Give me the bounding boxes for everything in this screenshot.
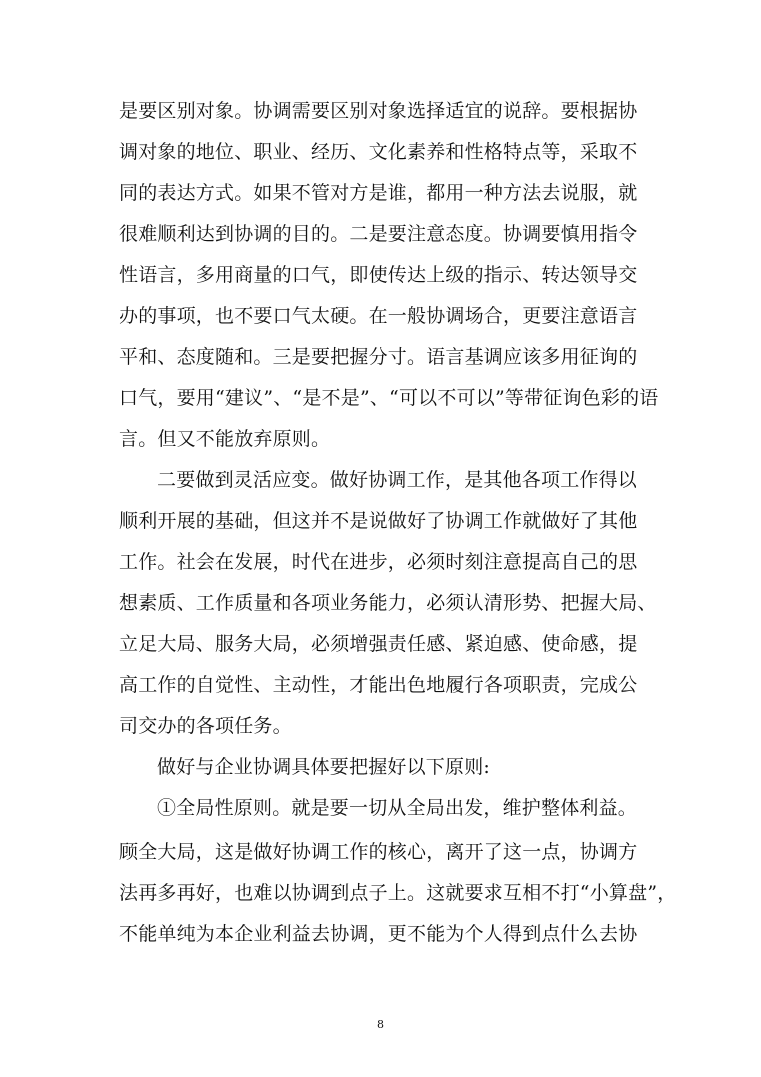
text-line: 做好与企业协调具体要把握好以下原则: <box>157 756 491 778</box>
text-line: 高工作的自觉性、主动性，才能出色地履行各项职责，完成公 <box>119 674 638 696</box>
text-line: 调对象的地位、职业、经历、文化素养和性格特点等，采取不 <box>119 141 638 163</box>
text-line: 顾全大局，这是做好协调工作的核心，离开了这一点，协调方 <box>119 841 638 863</box>
text-line: 办的事项，也不要口气太硬。在一般协调场合，更要注意语言 <box>119 305 638 327</box>
text-line: 想素质、工作质量和各项业务能力，必须认清形势、把握大局、 <box>119 592 657 614</box>
body-text <box>119 91 677 955</box>
text-line: 同的表达方式。如果不管对方是谁，都用一种方法去说服，就 <box>119 182 638 204</box>
text-line: 口气，要用“建议”、“是不是”、“可以不可以”等带征询色彩的语 <box>119 387 659 409</box>
page-number: 8 <box>377 1018 384 1031</box>
text-line: 司交办的各项任务。 <box>119 715 292 737</box>
text-line: 二要做到灵活应变。做好协调工作，是其他各项工作得以 <box>157 469 638 491</box>
text-line: 性语言，多用商量的口气，即使传达上级的指示、转达领导交 <box>119 264 638 286</box>
text-line: 立足大局、服务大局，必须增强责任感、紧迫感、使命感，提 <box>119 633 638 655</box>
text-line: 不能单纯为本企业利益去协调，更不能为个人得到点什么去协 <box>119 923 638 945</box>
text-line: 工作。社会在发展，时代在进步，必须时刻注意提高自己的思 <box>119 551 638 573</box>
text-line: ①全局性原则。就是要一切从全局出发，维护整体利益。 <box>157 797 638 819</box>
text-line: 顺利开展的基础，但这并不是说做好了协调工作就做好了其他 <box>119 510 638 532</box>
text-line: 言。但又不能放弃原则。 <box>119 428 331 450</box>
text-line: 是要区别对象。协调需要区别对象选择适宜的说辞。要根据协 <box>119 100 638 122</box>
text-line: 法再多再好，也难以协调到点子上。这就要求互相不打“小算盘”， <box>119 882 677 904</box>
text-line: 平和、态度随和。三是要把握分寸。语言基调应该多用征询的 <box>119 346 638 368</box>
text-line: 很难顺利达到协调的目的。二是要注意态度。协调要慎用指令 <box>119 223 638 245</box>
